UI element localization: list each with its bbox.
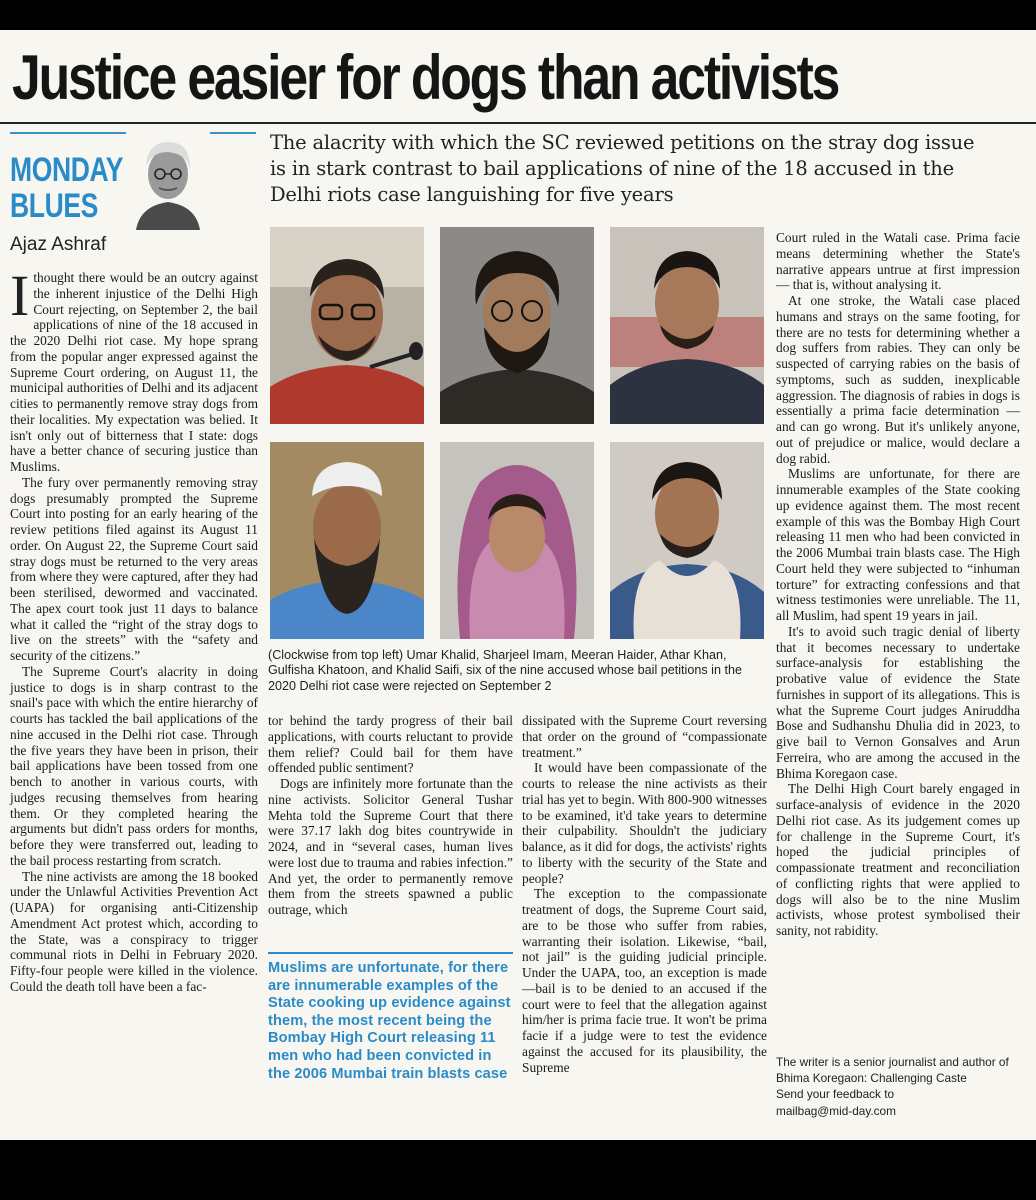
standfirst: The alacrity with which the SC reviewed petitions on the stray dog issue is in stark contrast to bail applications of nine of the 18 accused in the Delhi riots case languishing for five years [270,131,975,206]
body-column-1 [10,263,258,995]
body-column-3 [522,713,767,1075]
headline-rule [0,122,1036,124]
paragraph: thought there would be an outcry against the inherent injustice of the Delhi High Court rejecting, on September 2, the bail applications of nine of the 18 accused in the 2020 Delhi riot case. My hope sprang from the popular anger expressed against the Supreme Court ordering, on August 11, the municipal authorities of Delhi and its adjacent cities to permanently remove stray dogs from their localities. My expectation was belied. It isn't only out of bitterness that I state: dogs have a better chance of securing justice than Muslims. [10,270,258,474]
body-column-4 [776,230,1020,939]
author-bio-text: The writer is a senior journalist and author of Bhima Koregaon: Challenging Caste [776,1055,1009,1086]
feedback-email: mailbag@mid-day.com [776,1103,896,1118]
paragraph: It would have been compassionate of the courts to release the nine activists as their trial has yet to begin. With 800-900 witnesses to be examined, it'd take years to determine their culpability. Shouldn't the judiciary balance, as it did for dogs, the activists' rights to liberty with the security of the State and people? [522,760,767,886]
paragraph: The nine activists are among the 18 booked under the Unlawful Activities Prevention Act (UAPA) for organising anti-Citizenship Amendment Act protest which, according to the State, was a conspiracy to trigger communal riots in Delhi in February 2020. Fifty-four people were killed in the violence. Could the death toll have been a fac- [10,868,258,994]
paragraph: At one stroke, the Watali case placed humans and strays on the same footing, for there are no tests for determining whether a dog suffers from rabies. They can only be suspected of carrying rabies on the basis of symptoms, such as sudden, inexplicable aggression. The diagnosis of rabies in dogs is essentially a prima facie determination — and can go wrong. But it's unlikely anyone, out of prejudice or malice, would declare a dog rabid. [776,293,1020,466]
paragraph: Dogs are infinitely more fortunate than the nine activists. Solicitor General Tushar Mehta told the Supreme Court that there were 37.17 lakh dog bites countrywide in 2024, and in “several cases, human lives were lost due to trauma and rabies infection.” And yet, the order to permanently remove them from the streets spawned a public outrage, which [268,776,513,917]
photo-sharjeel-imam [440,227,594,424]
photo-gulfisha-khatoon [440,442,594,639]
drop-cap: I [10,263,30,328]
headline: Justice easier for dogs than activists [12,43,839,113]
paragraph: The Delhi High Court barely engaged in surface-analysis of evidence in the 2020 Delhi riot case. As its judgement comes up for challenge in the Supreme Court, it's hoped the judicial principles of compassionate treatment and reconciliation of conflicting rights that were applied to dogs will also be to the nine Muslim activists, whose protest symbolised their sanity, not rabidity. [776,781,1020,938]
photo-khalid-saifi [610,442,764,639]
paragraph: The Supreme Court's alacrity in doing justice to dogs is in sharp contrast to the snail's pace with which the entire hierarchy of courts has tackled the bail applications of the nine accused in the Delhi riot case. Through the five years they have been in prison, their bail applications have been tossed from one bench to another in various courts, with judges recusing themselves from hearing them. Or they completed hearing the arguments but didn't pass orders for months, before they were transferred out, leading to the bail process restarting from scratch. [10,663,258,868]
paragraph: Court ruled in the Watali case. Prima facie means determining whether the State's narrative appears untrue at first impression — that is, without analysing it. [776,230,1020,293]
pull-quote: Muslims are unfortunate, for there are innumerable examples of the State cooking up evidence against them, the most recent being the Bombay High Court releasing 11 men who had been convicted in the 2006 Mumbai train blasts case [268,952,513,1083]
paragraph: tor behind the tardy progress of their bail applications, with courts reluctant to provide them relief? Could bail for them have offended public sentiment? [268,713,513,776]
photo-umar-khalid [270,227,424,424]
author-bio [776,1054,1020,1119]
paragraph: dissipated with the Supreme Court reversing that order on the ground of “compassionate treatment.” [522,713,767,760]
paragraph: It's to avoid such tragic denial of liberty that it becomes necessary to undertake surface-analysis for establishing the probative value of evidence the State furnishes in support of its allegations. This is what the Supreme Court judges Aniruddha Bose and Sudhanshu Dhulia did in 2023, to give bail to Vernon Gonsalves and Arun Ferreira, who are among the accused in the Bhima Koregaon case. [776,623,1020,781]
feedback-text: Send your feedback to [776,1087,895,1102]
author-byline: Ajaz Ashraf [10,234,107,255]
paragraph: The fury over permanently removing stray dogs presumably prompted the Supreme Court into posting for an early hearing of the review petitions filed against its August 11 order. On August 22, the Supreme Court said stray dogs must be returned to the very areas from where they were captured, after they had been sterilised, dewormed and vaccinated. The apex court took just 11 days to balance what it called the “right of the stray dogs to live on the streets” with the “safety and security of the citizens.” [10,474,258,663]
photo-caption: (Clockwise from top left) Umar Khalid, Sharjeel Imam, Meeran Haider, Athar Khan, Gulfisha Khatoon, and Khalid Saifi, six of the nine accused whose bail petitions in the 2020 Delhi riot case were rejected on September 2 [268,648,742,693]
column-kicker: MONDAY BLUES [10,151,123,225]
paragraph: Muslims are unfortunate, for there are innumerable examples of the State cooking up evidence against them. The most recent example of this was the Bombay High Court releasing 11 men who had been convicted in the 2006 Mumbai train blasts case. The High Court held they were subjected to “inhuman torture” for extracting confessions and that witness testimonies were unreliable. The 11, all Muslim, had spent 19 years in jail. [776,466,1020,623]
body-column-2 [268,713,513,918]
author-portrait [126,130,210,230]
paragraph: The exception to the compassionate treatment of dogs, the Supreme Court said, are to be those who suffer from rabies, warranting their isolation. Likewise, “bail, not jail” is the guiding judicial principle. Under the UAPA, too, an exception is made —bail is to be denied to an accused if the court were to feel that the allegation against him/her is prima facie true. It won't be prima facie if a judge were to test the evidence against the accused for its plausibility, the Supreme [522,886,767,1075]
bottom-black-bar [0,1140,1036,1200]
photo-meeran-haider [610,227,764,424]
photo-athar-khan [270,442,424,639]
newspaper-page [0,30,1036,1140]
